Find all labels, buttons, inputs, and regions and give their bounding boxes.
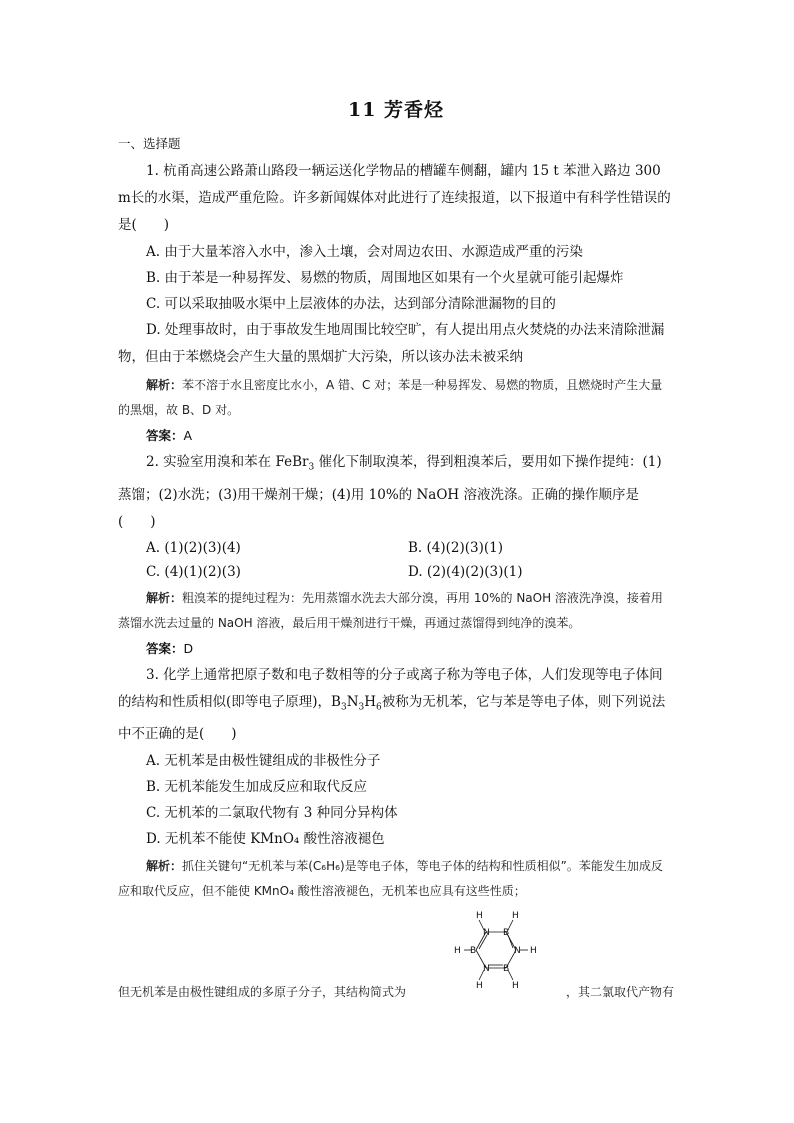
q1-answer-value: A	[183, 428, 193, 443]
q2-stem-part: 催化下制取溴苯，得到粗溴苯后，要用如下操作提纯：(1)蒸馏；(2)水洗；(3)用干燥剂干燥；(4)用 10%的 NaOH 溶液洗涤。正确的操作顺序是( )	[118, 454, 662, 530]
q1-analysis	[118, 373, 674, 423]
q3-analysis-text: 抓住关键句“无机苯与苯(C₆H₆)是等电子体，等电子体的结构和性质相似”。苯能发生加成反应和取代反应，但不能使 KMnO₄ 酸性溶液褪色，无机苯也应具有这些性质；	[118, 859, 663, 899]
q2-analysis-text: 粗溴苯的提纯过程为：先用蒸馏水洗去大部分溴，再用 10%的 NaOH 溶液洗净溴，接着用蒸馏水洗去过量的 NaOH 溶液，最后用干燥剂进行干燥，再通过蒸馏得到纯净的溴苯。	[118, 590, 663, 630]
struct-atom: N	[483, 928, 490, 939]
q3-option-d: D. 无机苯不能使 KMnO₄ 酸性溶液褪色	[146, 831, 385, 848]
q3-option-a: A. 无机苯是由极性键组成的非极性分子	[146, 753, 381, 770]
q2-stem	[118, 449, 674, 536]
q1-option-c: C. 可以采取抽吸水渠中上层液体的办法，达到部分清除泄漏物的目的	[146, 296, 556, 312]
q1-answer	[146, 423, 674, 449]
q1-option-d: D. 处理事故时，由于事故发生地周围比较空旷，有人提出用点火焚烧的办法来清除泄漏物，但由于苯燃烧会产生大量的黑烟扩大污染，所以该办法未被采纳	[118, 322, 665, 365]
struct-atom: H	[530, 946, 537, 957]
struct-atom: H	[512, 911, 519, 922]
q3-sub: 6	[376, 702, 382, 713]
answer-label: 答案：	[146, 640, 184, 656]
q2-analysis	[118, 586, 674, 636]
q2-stem-part: 2. 实验室用溴和苯在 FeBr	[146, 454, 309, 470]
q3-analysis	[118, 854, 674, 904]
struct-atom: N	[483, 964, 490, 975]
q1-option-b: B. 由于苯是一种易挥发、易燃的物质，周围地区如果有一个火星就可能引起爆炸	[146, 270, 624, 286]
answer-label: 答案：	[146, 428, 184, 443]
struct-atom: H	[476, 981, 483, 992]
q3-sub: 3	[340, 702, 347, 713]
q3-analysis-text-2: 但无机苯是由极性键组成的多原子分子，其结构简式为	[118, 985, 407, 1000]
page	[118, 95, 674, 1004]
q3-stem-part: 3. 化学上通常把原子数和电子数相等的分子或离子称为等电子体，人们发现等电子体间的结构和性质相似(即等电子原理)，B	[118, 666, 663, 710]
page-title: 11 芳香烃	[347, 99, 445, 121]
q3-analysis-text-3: ，其二氯取代产物有	[565, 985, 674, 1000]
q3-analysis-line	[118, 982, 674, 1002]
q3-stem-part: H	[364, 693, 377, 710]
q3-sub: 3	[358, 702, 365, 713]
q2-option-d: D. (2)(4)(2)(3)(1)	[408, 563, 523, 580]
struct-atom: H	[476, 911, 483, 922]
q2-stem-sub: 3	[308, 462, 315, 473]
q2-option-c: C. (4)(1)(2)(3)	[146, 563, 241, 580]
analysis-label: 解析：	[146, 378, 183, 392]
q3-stem-part: 被称为无机苯，它与苯是等电子体，则下列说法中不正确的是( )	[118, 693, 666, 743]
section-heading: 一、选择题	[118, 136, 181, 151]
q2-option-a: A. (1)(2)(3)(4)	[146, 539, 241, 556]
q1-stem: 1. 杭甬高速公路萧山路段一辆运送化学物品的槽罐车侧翻，罐内 15 t 苯泄入路边 300 m长的水渠，造成严重危险。许多新闻媒体对此进行了连续报道，以下报道中有科学性错误的是( )	[118, 163, 671, 233]
struct-atom: N	[514, 946, 521, 957]
q1-option-a: A. 由于大量苯溶入水中，渗入土壤，会对周边农田、水源造成严重的污染	[146, 244, 583, 260]
struct-atom: B	[503, 928, 510, 939]
q3-stem	[118, 662, 674, 749]
struct-atom: H	[454, 946, 461, 957]
q3-option-c: C. 无机苯的二氯取代物有 3 种同分异构体	[146, 805, 398, 822]
q2-options	[146, 536, 674, 584]
q1-analysis-text: 苯不溶于水且密度比水小，A 错、C 对；苯是一种易挥发、易燃的物质，且燃烧时产生大量的黑烟，故 B、D 对。	[118, 378, 663, 417]
q3-analysis-continued	[118, 904, 674, 1004]
analysis-label: 解析：	[146, 590, 183, 605]
q2-answer-value: D	[183, 640, 194, 656]
q2-option-b: B. (4)(2)(3)(1)	[408, 539, 503, 556]
struct-atom: B	[470, 946, 477, 957]
q2-answer	[146, 636, 674, 662]
analysis-label: 解析：	[146, 859, 183, 874]
q3-stem-part: N	[346, 693, 359, 710]
struct-atom: H	[512, 981, 519, 992]
struct-atom: B	[503, 964, 510, 975]
q3-option-b: B. 无机苯能发生加成反应和取代反应	[146, 779, 368, 796]
